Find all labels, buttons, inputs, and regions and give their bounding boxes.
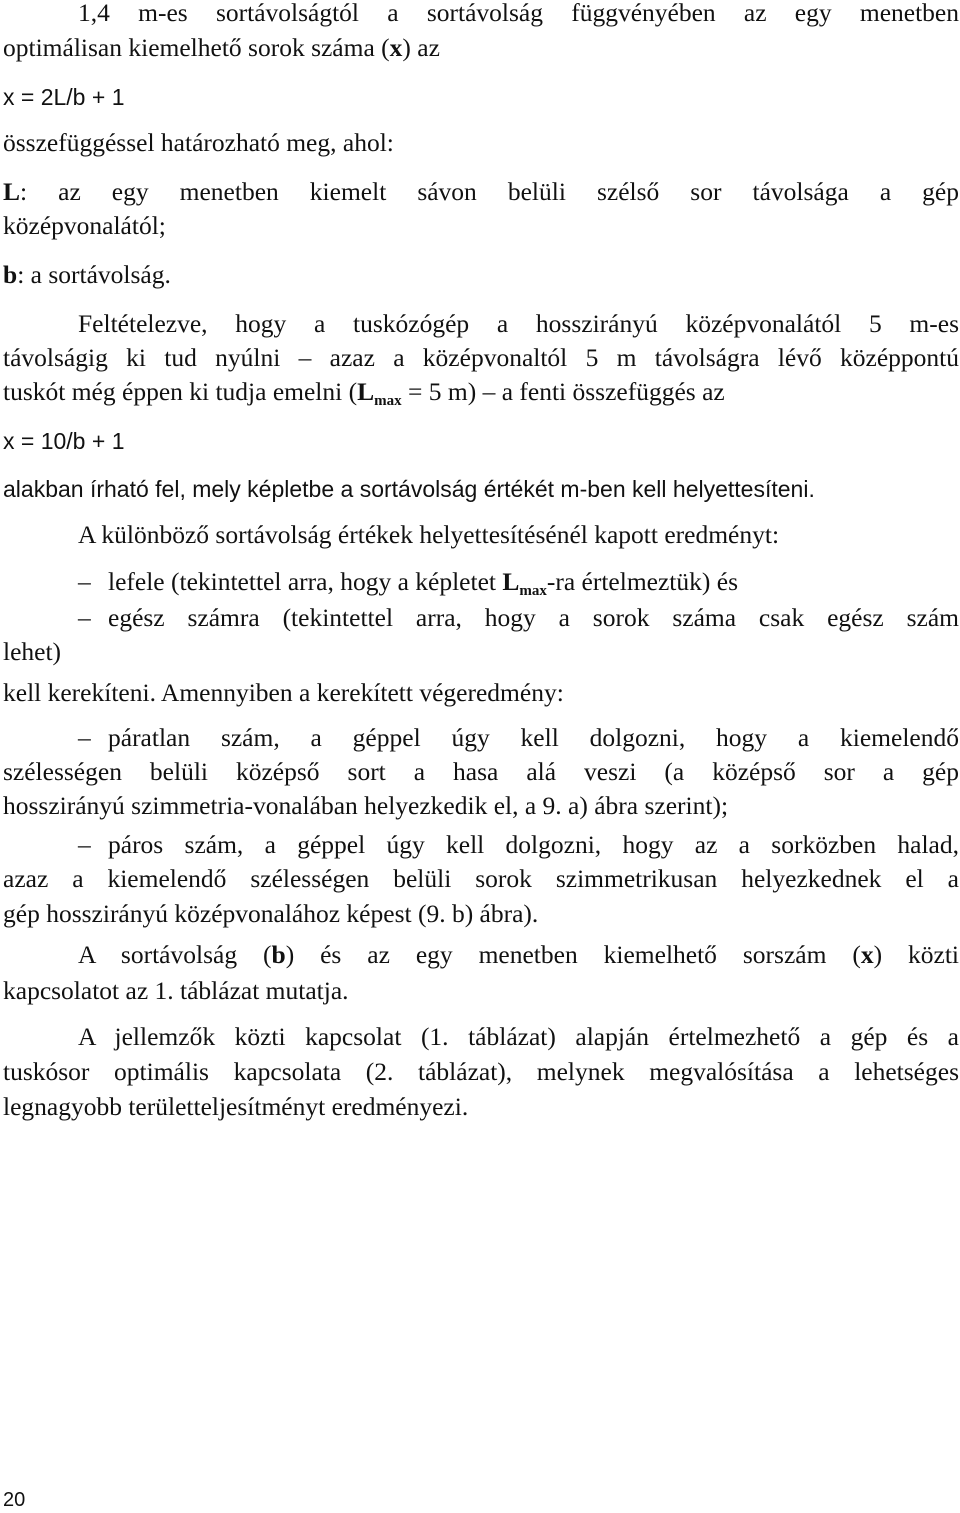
paragraph-3-intro: A különböző sortávolság értékek helyettesítésénél kapott eredményt: [78,520,780,549]
paragraph-2-line-1: Feltételezve, hogy a tuskózógép a hosszirányú középvonalától 5 m-es [78,309,959,338]
list-item-odd-line-1: – páratlan szám, a géppel úgy kell dolgozni, hogy a kiemelendő [78,721,959,755]
paragraph-2-line-3: tuskót még éppen ki tudja emelni ($L_{max} = 5$ m) – a fenti összefüggés az [3,377,725,409]
formula-1: x = 2L/b + 1 [3,84,125,110]
list-item-integer-line-1: – egész számra (tekintettel arra, hogy a sorok száma csak egész szám [78,601,959,635]
list-item-round-down: – lefele (tekintettel arra, hogy a képletet $L_{max}-ra$ értelmeztük) és [78,567,738,599]
list-item-odd-line-2: szélességen belüli középső sort a hasa alá veszi (a középső sor a gép [3,757,959,786]
dash-bullet: – [78,723,91,752]
list-item-even-line-1: – páros szám, a géppel úgy kell dolgozni, hogy az a sorközben halad, [78,828,959,862]
list-item-odd-line-3: hosszirányú szimmetria-vonalában helyezkedik el, a 9. a) ábra szerint); [3,791,729,820]
list-item-even-line-3: gép hosszirányú középvonalához képest (9. b) ábra). [3,899,539,928]
paragraph-2-line-2: távolságig ki tud nyúlni – azaz a középvonaltól 5 m távolságra lévő középpontú [3,343,959,372]
formula-2: x = 10/b + 1 [3,428,125,454]
paragraph-6-line-3: legnagyobb területteljesítményt eredményezi. [3,1092,469,1121]
paragraph-5-line-2: kapcsolatot az 1. táblázat mutatja. [3,976,349,1005]
formula-2-explanation: alakban írható fel, mely képletbe a sortávolság értékét m-ben kell helyettesíteni. [3,476,815,502]
definition-L-line-2: középvonalától; [3,211,166,240]
paragraph-6-line-2: tuskósor optimális kapcsolata (2. táblázat), melynek megvalósítása a lehetséges [3,1057,959,1086]
paragraph-5-line-1: A sortávolság (b) és az egy menetben kiemelhető sorszám (x) közti [78,940,959,969]
definition-b: b: a sortávolság. [3,260,171,289]
paragraph-1-line-1: 1,4 m-es sortávolságtól a sortávolság függvényében az egy menetben [78,0,959,27]
list-item-integer-line-2: lehet) [3,637,62,666]
page-number: 20 [3,1489,26,1511]
definition-L-line-1: L: az egy menetben kiemelt sávon belüli szélső sor távolsága a gép [3,177,959,206]
dash-bullet: – [78,830,91,859]
paragraph-3-end: kell kerekíteni. Amennyiben a kerekített végeredmény: [3,678,564,707]
list-item-even-line-2: azaz a kiemelendő szélességen belüli sorok szimmetrikusan helyezkednek el a [3,864,959,893]
formula-1-explanation: összefüggéssel határozható meg, ahol: [3,128,394,157]
paragraph-6-line-1: A jellemzők közti kapcsolat (1. táblázat) alapján értelmezhető a gép és a [78,1022,959,1051]
dash-bullet: – [78,567,91,596]
paragraph-1-line-2: optimálisan kiemelhető sorok száma (x) az [3,33,440,62]
dash-bullet: – [78,603,91,632]
